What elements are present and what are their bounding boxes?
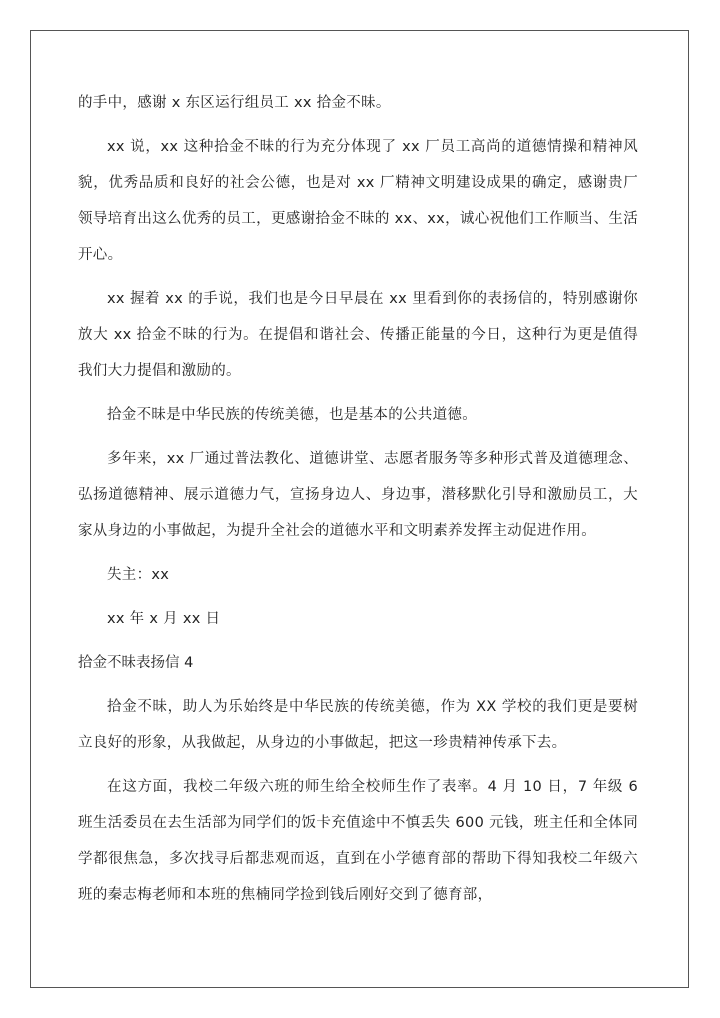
document-body: [78, 85, 638, 921]
paragraph-1: 的手中，感谢 x 东区运行组员工 xx 拾金不昧。: [78, 95, 391, 111]
paragraph-3: xx 握着 xx 的手说，我们也是今日早晨在 xx 里看到你的表扬信的，特别感谢你放大 xx 拾金不昧的行为。在提倡和谐社会、传播正能量的今日，这种行为更是值得我们大力提倡和激励的。: [78, 291, 638, 379]
signature-owner: 失主：xx: [107, 567, 170, 583]
signature-date: xx 年 x 月 xx 日: [107, 611, 221, 627]
paragraph-4: 拾金不昧是中华民族的传统美德，也是基本的公共道德。: [107, 407, 477, 423]
paragraph-7: 在这方面，我校二年级六班的师生给全校师生作了表率。4 月 10 日，7 年级 6 班生活委员在去生活部为同学们的饭卡充值途中不慎丢失 600 元钱，班主任和全体同学都很焦急，多次找寻后都悲观而返，直到在小学德育部的帮助下得知我校二年级六班的秦志梅老师和本班的焦楠同学捡到钱后刚好交到了德育部，: [78, 779, 638, 903]
paragraph-2: xx 说，xx 这种拾金不昧的行为充分体现了 xx 厂员工高尚的道德情操和精神风貌，优秀品质和良好的社会公德，也是对 xx 厂精神文明建设成果的确定，感谢贵厂领导培育出这么优秀的员工，更感谢拾金不昧的 xx、xx，诚心祝他们工作顺当、生活开心。: [78, 139, 638, 263]
paragraph-5: 多年来，xx 厂通过普法教化、道德讲堂、志愿者服务等多种形式普及道德理念、弘扬道德精神、展示道德力气，宣扬身边人、身边事，潜移默化引导和激励员工，大家从身边的小事做起，为提升全社会的道德水平和文明素养发挥主动促进作用。: [78, 451, 638, 539]
paragraph-6: 拾金不昧，助人为乐始终是中华民族的传统美德，作为 XX 学校的我们更是要树立良好的形象，从我做起，从身边的小事做起，把这一珍贵精神传承下去。: [78, 699, 638, 751]
section-heading: 拾金不昧表扬信 4: [78, 655, 194, 671]
